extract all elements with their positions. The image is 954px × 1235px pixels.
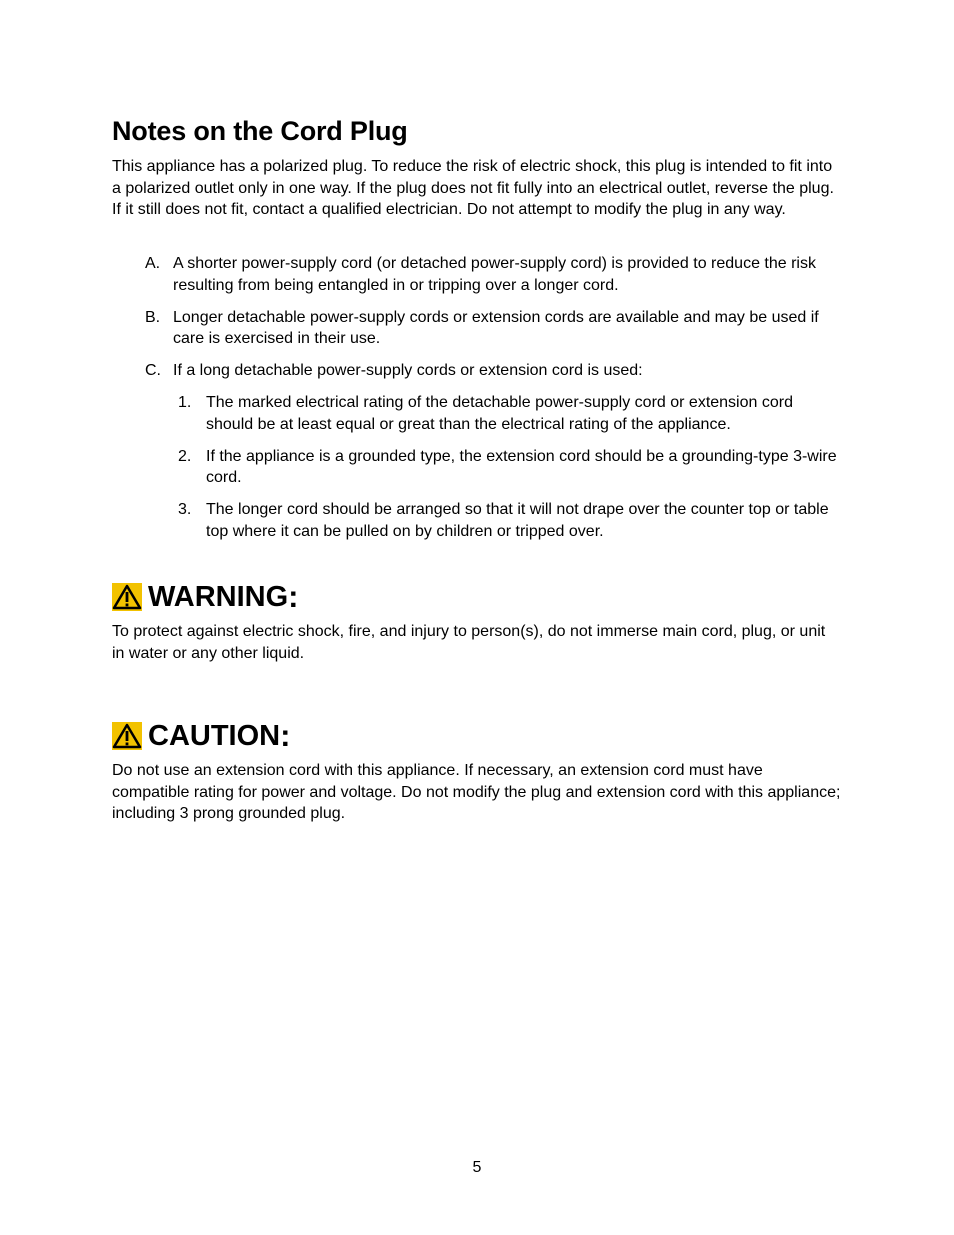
sub-list-marker: 2. xyxy=(178,447,192,465)
warning-title-text: WARNING xyxy=(148,581,289,613)
list-item-c xyxy=(112,360,844,542)
warning-triangle-icon xyxy=(112,583,142,611)
list-item-b xyxy=(112,307,844,350)
caution-text: Do not use an extension cord with this appliance. If necessary, an extension cord must have compatible rating for power and voltage. Do not modify the plug and extension cord with this appliance; including 3 prong grounded plug. xyxy=(112,762,841,823)
caution-colon: : xyxy=(280,718,291,753)
sub-list-item-text: The marked electrical rating of the detachable power-supply cord or extension cord should be at least equal or great than the electrical rating of the appliance. xyxy=(206,394,793,433)
sub-list-item-text: The longer cord should be arranged so that it will not drape over the counter top or table top where it can be pulled on by children or tripped over. xyxy=(206,501,829,540)
list-marker: B. xyxy=(145,308,161,326)
sub-list-item-3 xyxy=(173,499,844,542)
numbered-sub-list xyxy=(173,392,844,542)
section-heading: Notes on the Cord Plug xyxy=(112,116,408,146)
list-item-text: A shorter power-supply cord (or detached power-supply cord) is provided to reduce the risk resulting from being entangled in or tripping over a longer cord. xyxy=(173,255,816,294)
list-marker: A. xyxy=(145,255,161,272)
list-marker: C. xyxy=(145,362,161,380)
caution-title-text: CAUTION xyxy=(148,720,281,752)
intro-paragraph: This appliance has a polarized plug. To reduce the risk of electric shock, this plug is intended to fit into a polarized outlet only in one way. If the plug does not fit fully into an electrical outlet, reverse the plug. If it still does not fit, contact a qualified electrician. Do not attempt to modify the plug in any way. xyxy=(112,158,834,219)
page-number: 5 xyxy=(472,1159,482,1176)
warning-heading xyxy=(112,579,299,615)
sub-list-item-1 xyxy=(173,392,844,435)
warning-text: To protect against electric shock, fire, and injury to person(s), do not immerse main cord, plug, or unit in water or any other liquid. xyxy=(112,623,826,662)
caution-heading xyxy=(112,718,290,754)
list-item-a xyxy=(112,253,844,296)
sub-list-item-2 xyxy=(173,446,844,489)
lettered-list xyxy=(112,253,844,553)
list-item-text: Longer detachable power-supply cords or extension cords are available and may be used if care is exercised in their use. xyxy=(173,308,819,348)
warning-colon: : xyxy=(288,579,299,614)
sub-list-marker: 1. xyxy=(178,394,192,412)
list-item-text: If a long detachable power-supply cords or extension cord is used: xyxy=(173,362,643,380)
sub-list-marker: 3. xyxy=(178,501,192,519)
warning-triangle-icon xyxy=(112,722,142,750)
sub-list-item-text: If the appliance is a grounded type, the extension cord should be a grounding-type 3-wire cord. xyxy=(206,447,837,487)
